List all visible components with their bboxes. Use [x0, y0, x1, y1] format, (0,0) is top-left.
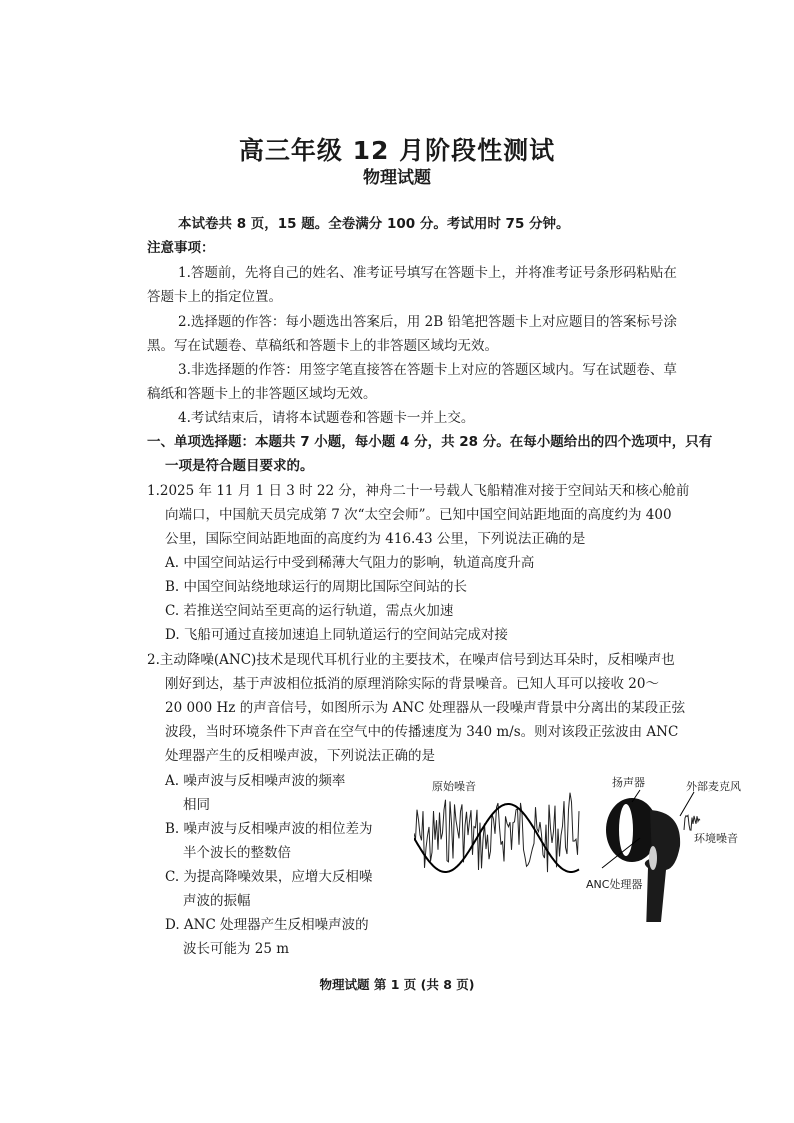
ambient-noise-waveform: [684, 815, 700, 830]
question-1-stem: 公里，国际空间站距地面的高度约为 416.43 公里，下列说法正确的是: [165, 531, 586, 547]
question-1-option: D. 飞船可通过直接加速追上同轨道运行的空间站完成对接: [165, 627, 508, 643]
page-footer: 物理试题 第 1 页 (共 8 页): [319, 977, 475, 992]
notice-line: 4.考试结束后，请将本试题卷和答题卡一并上交。: [178, 410, 475, 426]
question-1-option: B. 中国空间站绕地球运行的周期比国际空间站的长: [165, 579, 468, 595]
question-2-stem: 波段，当时环境条件下声音在空气中的传播速度为 340 m/s。则对该段正弦波由 ANC: [165, 724, 679, 740]
mic-label: 外部麦克风: [686, 780, 741, 793]
question-2-stem: 20 000 Hz 的声音信号，如图所示为 ANC 处理器从一段噪声背景中分离出的某段正弦: [165, 700, 686, 716]
anc-figure-svg: [414, 772, 752, 922]
notice-line: 黑。写在试题卷、草稿纸和答题卡上的非答题区域均无效。: [147, 338, 498, 354]
question-2-option: 波长可能为 25 m: [183, 941, 290, 957]
anc-figure: [414, 772, 752, 922]
section-heading: 一项是符合题目要求的。: [165, 458, 314, 474]
notice-line: 稿纸和答题卡上的非答题区域均无效。: [147, 386, 377, 402]
notice-line: 答题卡上的指定位置。: [147, 289, 282, 305]
question-1-stem: 1.2025 年 11 月 1 日 3 时 22 分，神舟二十一号载人飞船精准对接于空间站天和核心舱前: [147, 483, 690, 499]
question-2-option: 声波的振幅: [183, 893, 251, 909]
notice-line: 3.非选择题的作答：用签字笔直接答在答题卡上对应的答题区域内。写在试题卷、草: [178, 362, 677, 378]
ambient-label: 环境噪音: [694, 832, 738, 845]
question-2-stem: 2.主动降噪(ANC)技术是现代耳机行业的主要技术，在噪声信号到达耳朵时，反相噪声也: [147, 652, 675, 668]
exam-intro: 本试卷共 8 页，15 题。全卷满分 100 分。考试用时 75 分钟。: [178, 216, 570, 232]
question-2-stem: 刚好到达，基于声波相位抵消的原理消除实际的背景噪音。已知人耳可以接收 20～: [165, 676, 659, 692]
notice-line: 2.选择题的作答：每小题选出答案后，用 2B 铅笔把答题卡上对应题目的答案标号涂: [178, 314, 677, 330]
question-2-option: 半个波长的整数倍: [183, 845, 291, 861]
notice-heading: 注意事项：: [147, 240, 215, 256]
question-1-stem: 向端口，中国航天员完成第 7 次“太空会师”。已知中国空间站距地面的高度约为 400: [165, 507, 672, 523]
earbud-icon: [602, 790, 694, 922]
question-2-option: C. 为提高降噪效果，应增大反相噪: [165, 869, 373, 885]
question-2-option: 相同: [183, 797, 210, 813]
question-2-option: A. 噪声波与反相噪声波的频率: [165, 773, 346, 789]
speaker-label: 扬声器: [612, 776, 645, 789]
section-heading: 一、单项选择题：本题共 7 小题，每小题 4 分，共 28 分。在每小题给出的四个选项中，只有: [147, 434, 713, 450]
page-title: 高三年级 12 月阶段性测试: [238, 136, 556, 165]
processor-label: ANC处理器: [586, 878, 643, 891]
wave-label: 原始噪音: [432, 780, 476, 793]
question-2-option: B. 噪声波与反相噪声波的相位差为: [165, 821, 373, 837]
question-1-option: A. 中国空间站运行中受到稀薄大气阻力的影响，轨道高度升高: [165, 555, 535, 571]
question-2-stem: 处理器产生的反相噪声波，下列说法正确的是: [165, 748, 435, 764]
question-1-option: C. 若推送空间站至更高的运行轨道，需点火加速: [165, 603, 454, 619]
notice-line: 1.答题前，先将自己的姓名、准考证号填写在答题卡上，并将准考证号条形码粘贴在: [178, 265, 677, 281]
question-2-option: D. ANC 处理器产生反相噪声波的: [165, 917, 369, 933]
page-subtitle: 物理试题: [363, 168, 431, 188]
